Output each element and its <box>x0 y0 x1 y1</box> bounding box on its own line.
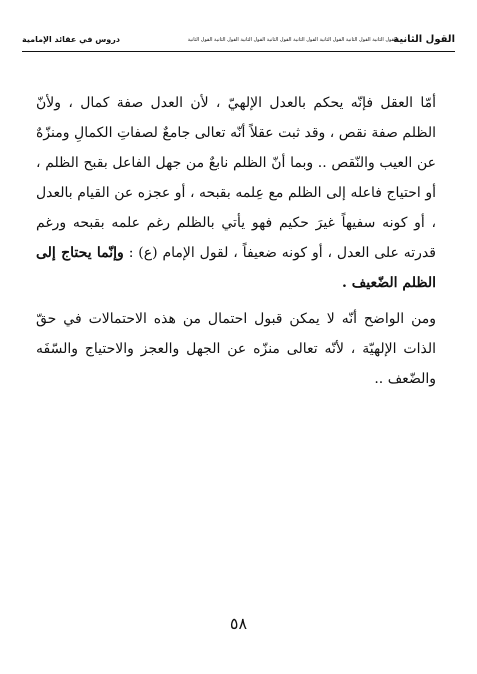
running-header <box>22 32 455 52</box>
running-header-text: القول الثانية القول الثانية القول الثانية القول الثانية القول الثانية القول الثانية القول الثانية القول الثانية <box>187 37 397 43</box>
paragraph-1-text: أمّا العقل فإنّه يحكم بالعدل الإلهيّ ، لأن العدل صفة كمال ، ولأنّ الظلم صفة نقص ، وقد ثبت عقلاً أنّه تعالى جامعٌ لصفاتِ الكمالِ ومنزّهٌ عن العيب والنّقص .. وبما أنّ الظلم نابعٌ من جهل الفاعل بقبح الظلم ، أو احتياج فاعله إلى الظلم مع عِلمه بقبحه ، أو عجزه عن القيام بالعدل ، أو كونه سفيهاً غيرَ حكيم فهو يأتي بالظلم رغم علمه بقبحه ورغم قدرته على العدل ، أو كونه ضعيفاً ، لقول الإمام (ع) : <box>36 95 436 261</box>
imam-quote: وإنّما يحتاج إلى الظلم الضّعيف . <box>36 245 436 291</box>
paragraph-1 <box>36 88 436 298</box>
main-text <box>36 88 436 394</box>
page-number: ٥٨ <box>229 614 248 633</box>
paragraph-2: ومن الواضح أنّه لا يمكن قبول احتمال من هذه الاحتمالات في حقّ الذات الإلهيّة ، لأنّه تعالى منزّه عن الجهل والعجز والاحتياج والسّفَه والضّعف .. <box>36 311 436 387</box>
chapter-title: القول الثانية <box>393 34 455 45</box>
header-divider <box>22 51 455 52</box>
book-title: دروس في عقائد الإمامية <box>22 35 120 44</box>
